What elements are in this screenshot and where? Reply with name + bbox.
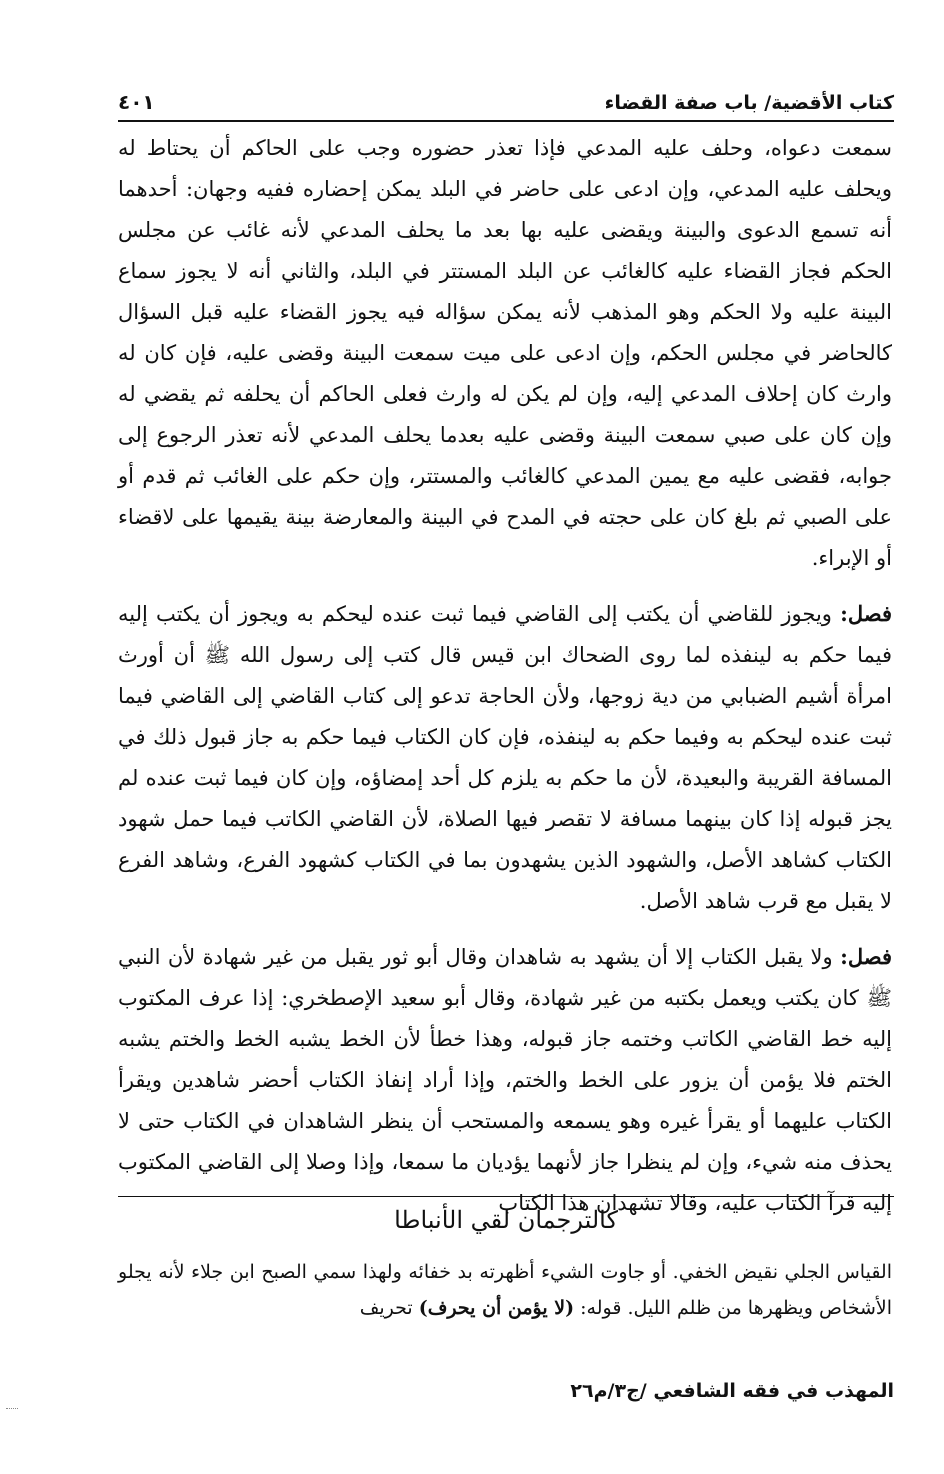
footnote-bold-phrase: (لا يؤمن أن يحرف) [418, 1297, 575, 1319]
section-lead: فصل: [840, 601, 892, 626]
main-text [118, 128, 892, 1224]
page-footer: المهذب في فقه الشافعي /ج٣/م٢٦ [570, 1380, 894, 1402]
chapter-title: كتاب الأقضية/ باب صفة القضاء [604, 92, 894, 114]
section-lead: فصل: [840, 944, 892, 969]
footnote-line-2: تحريف [359, 1297, 419, 1319]
footnote-verse: كالترجمان لقي الأنباطا [394, 1206, 618, 1234]
footnote-text [118, 1254, 892, 1326]
page-number: ٤٠١ [118, 90, 155, 114]
paragraph-3 [118, 936, 892, 1224]
footnote-rule [118, 1196, 894, 1197]
running-header [118, 78, 894, 114]
paragraph-3-text: ولا يقبل الكتاب إلا أن يشهد به شاهدان وقال أبو ثور يقبل من غير شهادة لأن النبي ﷺ كان يكتب ويعمل بكتبه من غير شهادة، وقال أبو سعيد الإصطخري: إذا عرف المكتوب إليه خط القاضي الكاتب وختمه جاز قبوله، وهذا خطأ لأن الخط يشبه الخط والختم يشبه الختم فلا يؤمن أن يزور على الخط والختم، وإذا أراد إنفاذ الكتاب أحضر شاهدين ويقرأ الكتاب عليهما أو يقرأ غيره وهو يسمعه والمستحب أن ينظر الشاهدان في الكتاب حتى لا يحذف منه شيء، وإن لم ينظرا جاز لأنهما يؤديان ما سمعا، وإذا وصلا إلى القاضي المكتوب إليه قرآ الكتاب عليه، وقالا تشهدان هذا الكتاب [118, 945, 892, 1215]
paragraph-2-text: ويجوز للقاضي أن يكتب إلى القاضي فيما ثبت عنده ليحكم به ويجوز أن يكتب إليه فيما حكم به لينفذه لما روى الضحاك ابن قيس قال كتب إلى رسول الله ﷺ أن أورث امرأة أشيم الضبابي من دية زوجها، ولأن الحاجة تدعو إلى كتاب القاضي إلى القاضي فيما ثبت عنده ليحكم به وفيما حكم به لينفذه، فإن كان الكتاب فيما حكم به جاز قبول ذلك في المسافة القريبة والبعيدة، لأن ما حكم به يلزم كل أحد إمضاؤه، وإن كان فيما ثبت عنده لم يجز قبوله إذا كان بينهما مسافة لا تقصر فيها الصلاة، لأن القاضي الكاتب فيما حمل شهود الكتاب كشاهد الأصل، والشهود الذين يشهدون بما في الكتاب كشهود الفرع، وشاهد الفرع لا يقبل مع قرب شاهد الأصل. [118, 602, 892, 913]
scan-artifact [6, 1408, 18, 1409]
paragraph-2 [118, 593, 892, 922]
paragraph-1: سمعت دعواه، وحلف عليه المدعي فإذا تعذر حضوره وجب على الحاكم أن يحتاط له ويحلف عليه المدعي، وإن ادعى على حاضر في البلد يمكن إحضاره ففيه وجهان: أحدهما أنه تسمع الدعوى والبينة ويقضى عليه بها بعد ما يحلف المدعي لأنه غائب عن مجلس الحكم فجاز القضاء عليه كالغائب عن البلد المستتر في البلد، والثاني أنه لا يجوز سماع البينة عليه ولا الحكم وهو المذهب لأنه يمكن سؤاله فيه يجوز القضاء عليه قبل السؤال كالحاضر في مجلس الحكم، وإن ادعى على ميت سمعت البينة وقضى عليه، فإن كان له وارث كان إحلاف المدعي إليه، وإن لم يكن له وارث فعلى الحاكم أن يحلفه ثم يقضي له وإن كان على صبي سمعت البينة وقضى عليه بعدما يحلف المدعي لأنه تعذر الرجوع إلى جوابه، فقضى عليه مع يمين المدعي كالغائب والمستتر، وإن حكم على الغائب ثم قدم أو على الصبي ثم بلغ كان على حجته في المدح في البينة والمعارضة بينة يقيمها على لاقضاء أو الإبراء. [118, 136, 892, 570]
footnote-line-1: القياس الجلي نقيض الخفي. أو جاوت الشيء أظهرته بد خفائه ولهذا سمي الصبح ابن جلاء لأنه يجلو الأشخاص ويظهرها من ظلم الليل. قوله: [118, 1261, 892, 1319]
header-rule [118, 120, 894, 122]
footnotes [118, 1254, 892, 1326]
